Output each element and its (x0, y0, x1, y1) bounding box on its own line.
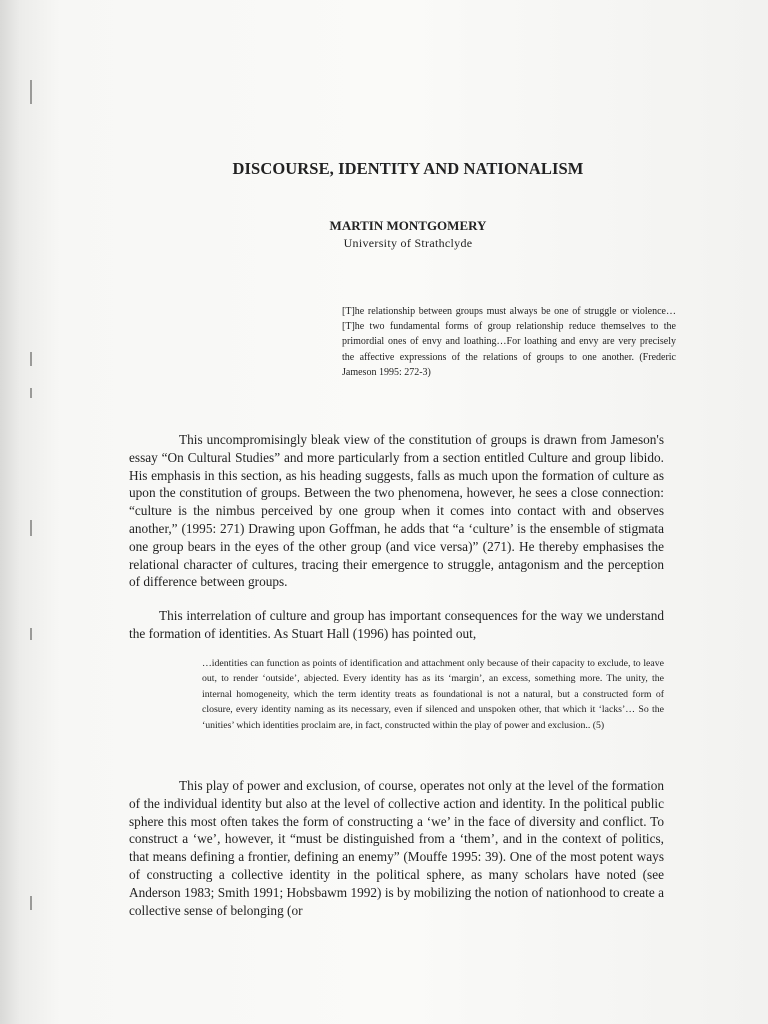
paragraph-text: This play of power and exclusion, of course, operates not only at the level of the formation of the individual identity but also at the level of collective action and identity. In the political public sphere this most often takes the form of constructing a ‘we’ in the face of diversity and conflict. To construct a ‘we’, however, it “must be distinguished from a ‘them’, and in the context of politics, that means defining a frontier, defining an enemy” (Mouffe 1995: 39). One of the most potent ways of constructing a collective identity in the political sphere, as many scholars have noted (see Anderson 1983; Smith 1991; Hobsbawm 1992) is by mobilizing the notion of nationhood to create a collective sense of belonging (or (129, 778, 664, 918)
body-paragraph-1 (129, 431, 664, 591)
binding-mark (30, 628, 32, 640)
author-name: MARTIN MONTGOMERY (329, 218, 487, 233)
binding-mark (30, 352, 32, 366)
binding-mark (30, 520, 32, 536)
author-affiliation: University of Strathclyde (343, 236, 473, 250)
paragraph-text: This uncompromisingly bleak view of the constitution of groups is drawn from Jameson's essay “On Cultural Studies” and more particularly from a section entitled Culture and group libido. His emphasis in this section, as his heading suggests, falls as much upon the formation of culture as upon the constitution of groups. Between the two phenomena, however, he sees a close connection: “culture is the nimbus perceived by one group when it comes into contact with and observes another,” (1995: 271) Drawing upon Goffman, he adds that “a ‘culture’ is the ensemble of stigmata one group bears in the eyes of the other group (and vice versa)” (271). He thereby emphasises the relational character of cultures, tracing their emergence to struggle, antagonism and the perception of difference between groups. (129, 432, 664, 590)
body-paragraph-3 (129, 777, 664, 919)
binding-mark (30, 896, 32, 910)
binding-mark (30, 80, 32, 104)
epigraph-quote: [T]he relationship between groups must always be one of struggle or violence…[T]he two fundamental forms of group relationship reduce themselves to the primordial ones of envy and loathing…For loathing and envy are very precisely the affective expressions of the relations of groups to one another. (Frederic Jameson 1995: 272-3) (342, 306, 676, 378)
paper-title: DISCOURSE, IDENTITY AND NATIONALISM (232, 159, 584, 178)
paragraph-text: This interrelation of culture and group has important consequences for the way we understand the formation of identities. As Stuart Hall (1996) has pointed out, (129, 608, 664, 641)
body-paragraph-2 (129, 607, 664, 643)
block-quote: …identities can function as points of identification and attachment only because of their capacity to exclude, to leave out, to render ‘outside’, abjected. Every identity has as its ‘margin’, an excess, something more. The unity, the internal homogeneity, which the term identity treats as foundational is not a natural, but a constructed form of closure, every identity naming as its necessary, even if silenced and unspoken other, that which it ‘lacks’… So the ‘unities’ which identities proclaim are, in fact, constructed within the play of power and exclusion.. (5) (202, 658, 664, 731)
binding-mark (30, 388, 32, 398)
